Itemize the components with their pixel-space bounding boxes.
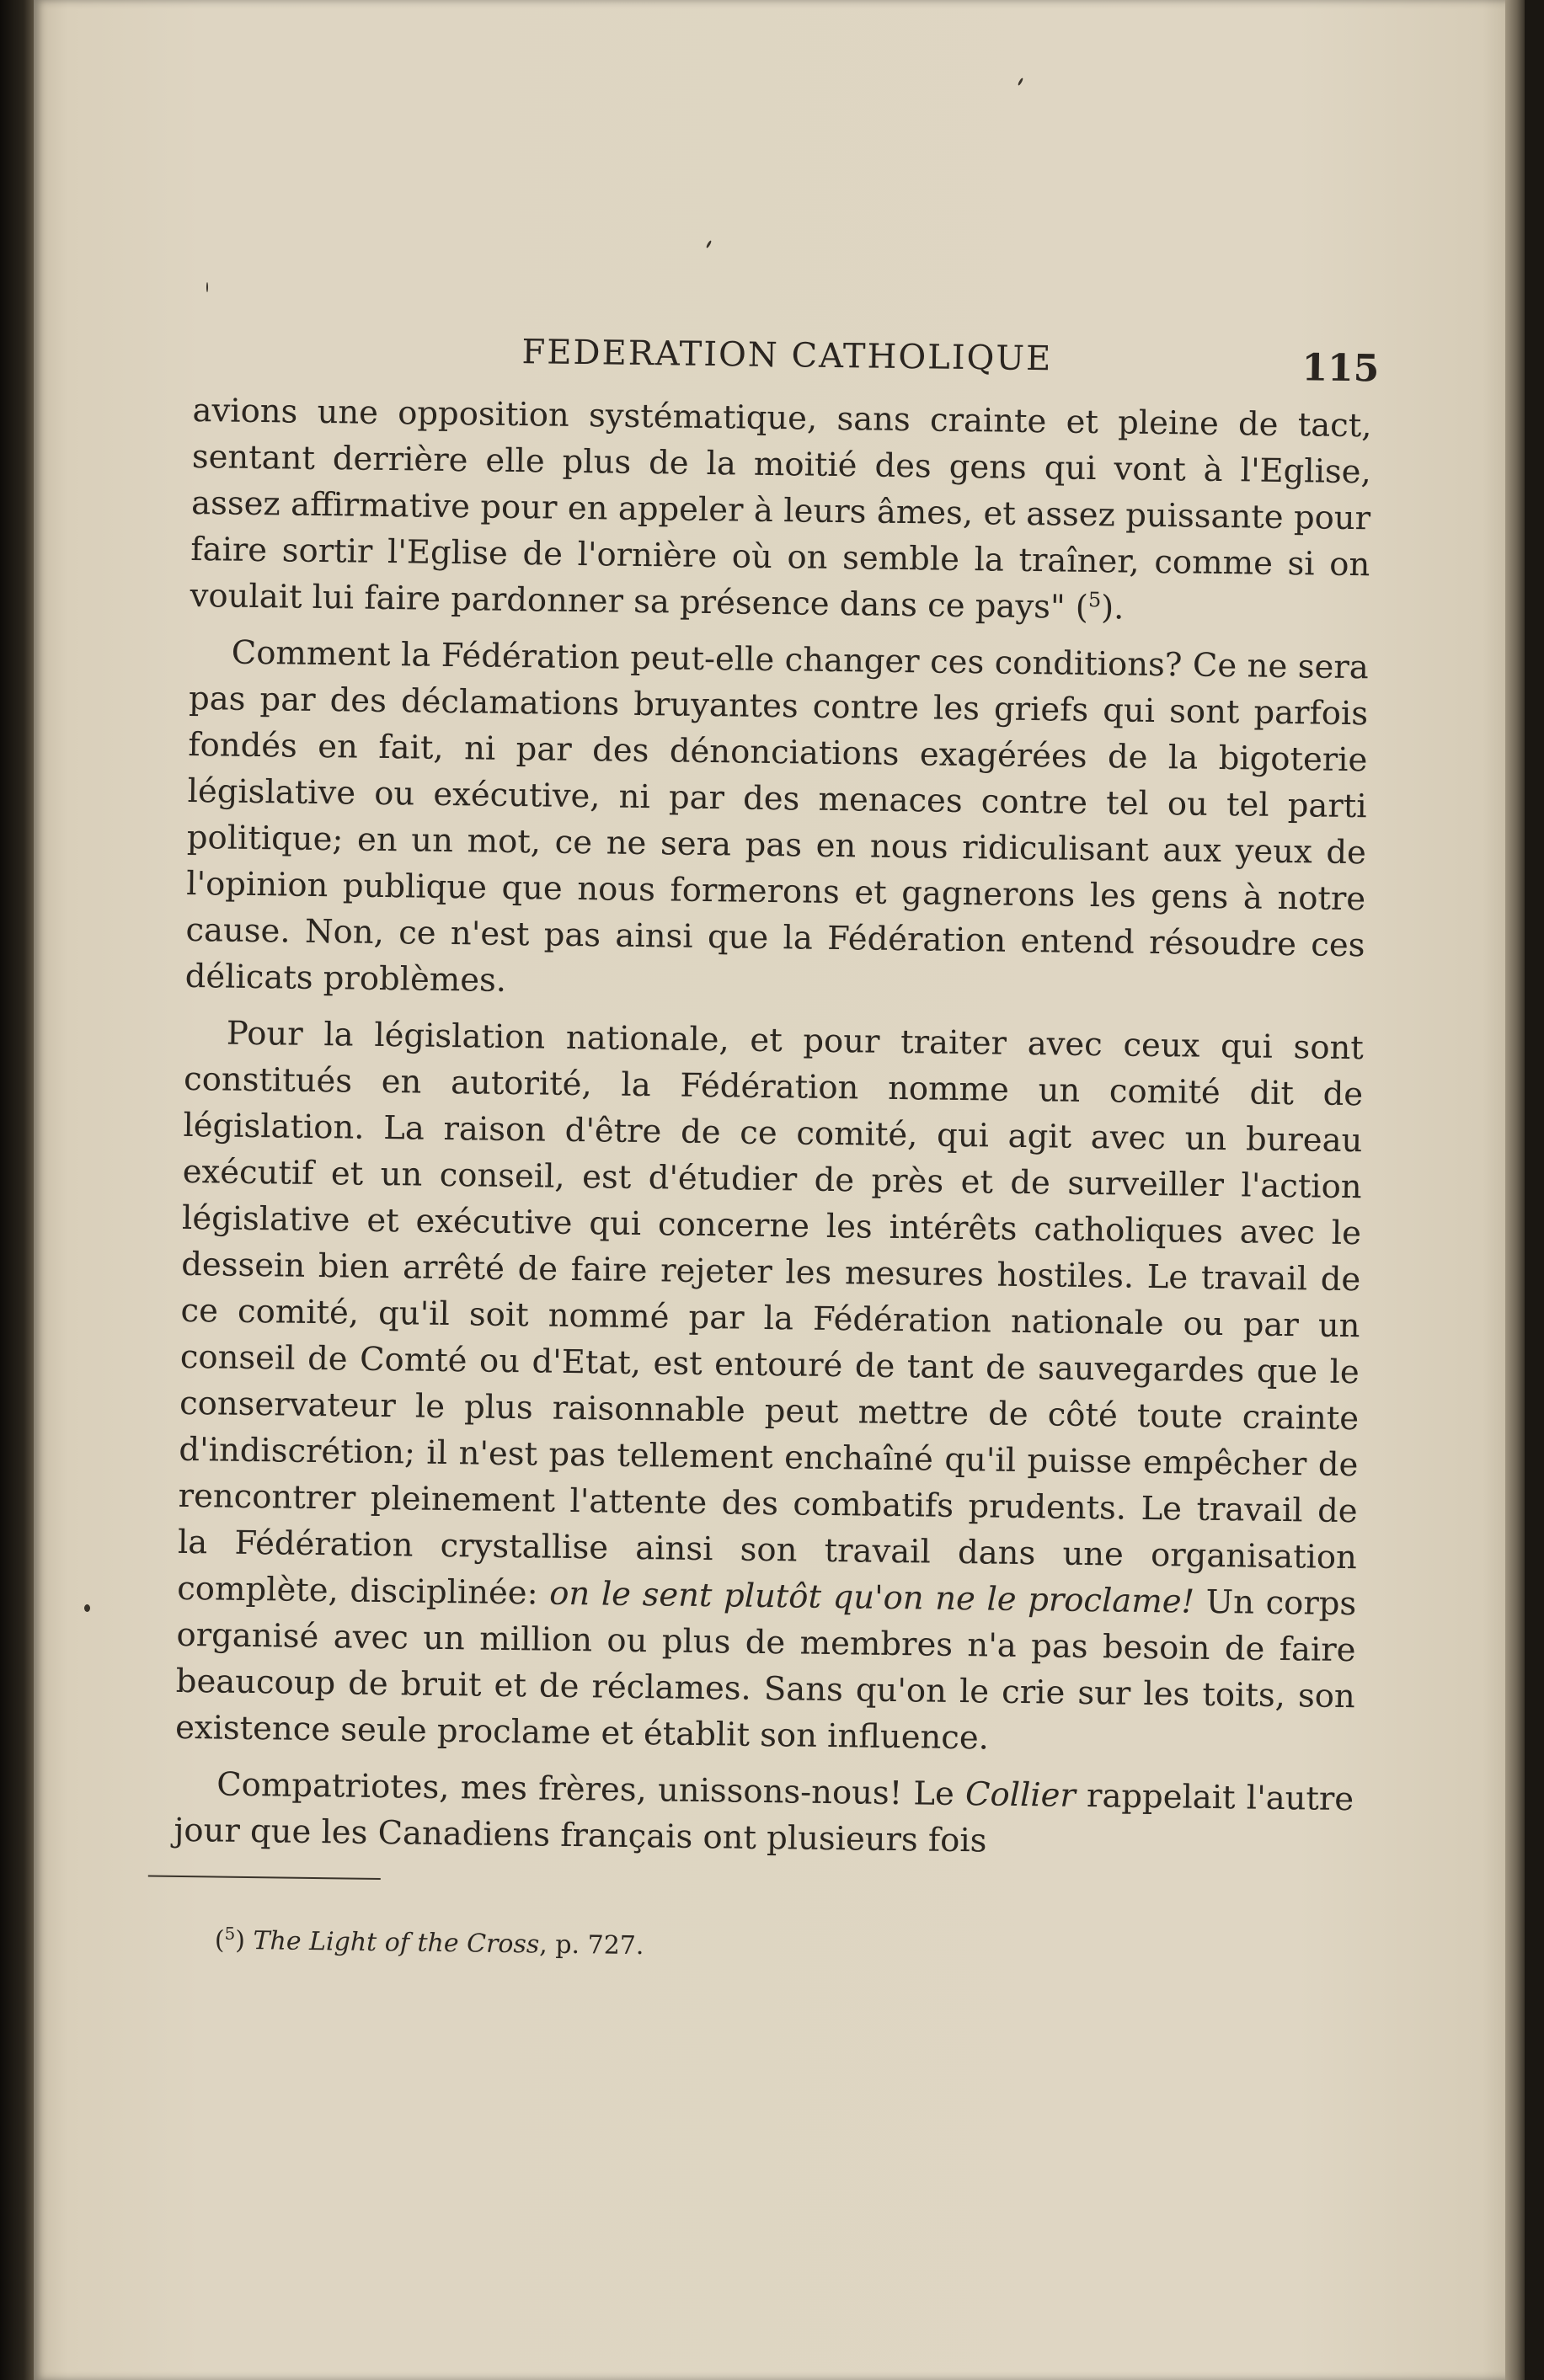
- paragraph: [174, 1761, 1354, 1869]
- body-text: [174, 387, 1372, 1869]
- ink-speck: [206, 282, 208, 292]
- running-title: FEDERATION CATHOLIQUE: [521, 333, 1053, 379]
- ink-speck: [84, 1604, 90, 1612]
- footnote-reference: 5: [1087, 588, 1102, 612]
- footnote: ($^5$) The Light of the Cross, p. 727.: [214, 1923, 644, 1961]
- italic-title: Collier: [964, 1775, 1077, 1815]
- footnote-divider: [148, 1875, 381, 1880]
- page-content: [173, 320, 1380, 1972]
- paragraph-text: Compatriotes, mes frères, unissons-nous! Le: [216, 1765, 966, 1814]
- paragraph-text: avions une opposition systématique, sans crainte et pleine de tact, sentant derrière elle plus de la moitié des gens qui vont à l'Eglise, assez affirmative pour en appeler à leurs âmes, et assez puissante pour faire sortir l'Eglise de l'ornière où on semble la traîner, comme si on voulait lui faire pardonner sa présence dans ce pays" (: [190, 391, 1372, 627]
- italic-phrase: on le sent plutôt qu'on ne le proclame!: [548, 1574, 1195, 1621]
- paragraph-text: rappelait l'autre jour que les Canadiens français ont plusieurs fois: [174, 1776, 1354, 1860]
- footnote-page: , p. 727.: [539, 1929, 644, 1961]
- footnote-marker: 5: [224, 1923, 236, 1944]
- ink-speck: [1018, 77, 1024, 86]
- ink-speck: [706, 240, 713, 248]
- paragraph-continuation: [190, 387, 1371, 634]
- paragraph: [175, 1010, 1364, 1766]
- paragraph: Comment la Fédération peut-elle changer ces conditions? Ce ne sera pas par des déclamations bruyantes contre les griefs qui sont parfois fondés en fait, ni par des dénonciations exagérées de la bigoterie législative ou exécutive, ni par des menaces contre tel ou tel parti politique; en un mot, ce ne sera pas en nous ridiculisant aux yeux de l'opinion publique que nous formerons et gagnerons les gens à notre cause. Non, ce n'est pas ainsi que la Fédération entend résoudre ces délicats problèmes.: [184, 633, 1370, 1000]
- book-page: [34, 0, 1525, 2380]
- page-edge-shadow: [1505, 0, 1525, 2380]
- paragraph-text: ).: [1100, 589, 1125, 627]
- paragraph-text: Un corps organisé avec un million ou plus de membres n'a pas besoin de faire beaucoup de bruit et de réclames. Sans qu'on le crie sur les toits, son existence seule proclame et établit son influence.: [174, 1582, 1357, 1758]
- page-number: 115: [1301, 346, 1380, 391]
- footnote-source-title: The Light of the Cross: [253, 1926, 540, 1960]
- paragraph-text: Pour la législation nationale, et pour traiter avec ceux qui sont constitués en autorité, la Fédération nomme un comité dit de législation. La raison d'être de ce comité, qui agit avec un bureau exécutif et un conseil, est d'étudier de près et de surveiller l'action législative et exécutive qui concerne les intérêts catholiques avec le dessein bien arrêté de faire rejeter les mesures hostiles. Le travail de ce comité, qu'il soit nommé par la Fédération nationale ou par un conseil de Comté ou d'Etat, est entouré de tant de sauvegardes que le conservateur le plus raisonnable peut mettre de côté toute crainte d'indiscrétion; il n'est pas tellement enchaîné qu'il puisse empêcher de rencontrer pleinement l'attente des combatifs prudents. Le travail de la Fédération crystallise ainsi son travail dans une organisation complète, disciplinée:: [176, 1014, 1365, 1613]
- book-spine-shadow: [0, 0, 34, 2380]
